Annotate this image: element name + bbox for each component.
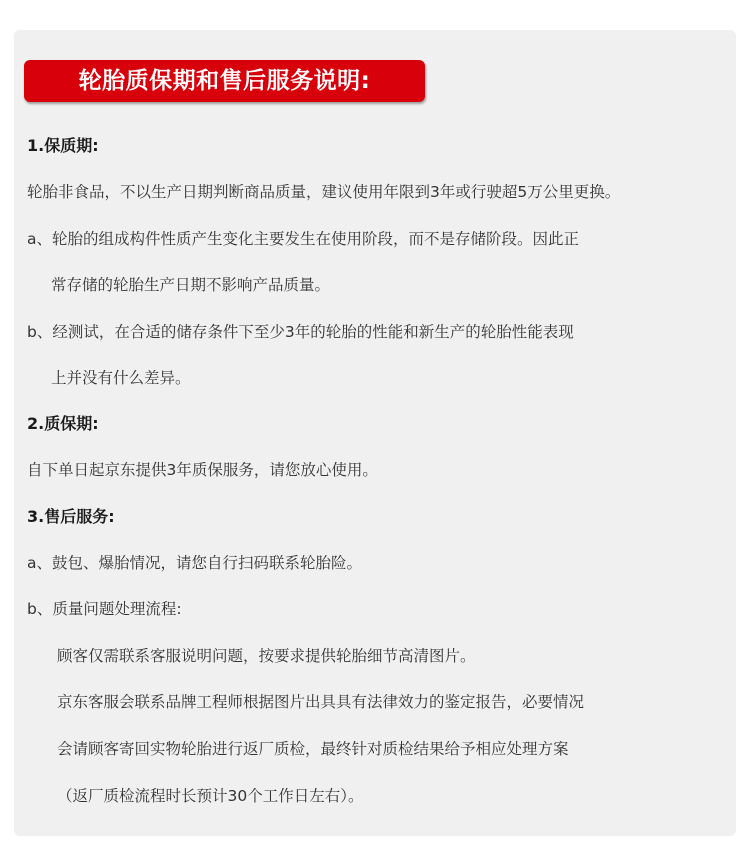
page-title: 轮胎质保期和售后服务说明:: [24, 60, 425, 102]
after-sales-point-b: b、质量问题处理流程:: [27, 600, 182, 618]
process-step-2-line1: 京东客服会联系品牌工程师根据图片出具具有法律效力的鉴定报告，必要情况: [57, 693, 585, 711]
content-panel: [14, 30, 736, 836]
process-step-1: 顾客仅需联系客服说明问题，按要求提供轮胎细节高清图片。: [57, 647, 476, 665]
shelf-life-point-b-line1: b、经测试，在合适的储存条件下至少3年的轮胎的性能和新生产的轮胎性能表现: [27, 323, 574, 341]
process-step-2-line2: 会请顾客寄回实物轮胎进行返厂质检，最终针对质检结果给予相应处理方案: [57, 740, 569, 758]
section-heading-after-sales: 3.售后服务:: [27, 507, 115, 526]
after-sales-point-a: a、鼓包、爆胎情况，请您自行扫码联系轮胎险。: [27, 554, 362, 572]
shelf-life-intro: 轮胎非食品，不以生产日期判断商品质量，建议使用年限到3年或行驶超5万公里更换。: [27, 183, 621, 201]
shelf-life-point-a-line1: a、轮胎的组成构件性质产生变化主要发生在使用阶段，而不是存储阶段。因此正: [27, 230, 580, 248]
section-heading-warranty: 2.质保期:: [27, 414, 99, 433]
section-heading-shelf-life: 1.保质期:: [27, 136, 99, 155]
shelf-life-point-a-line2: 常存储的轮胎生产日期不影响产品质量。: [51, 276, 331, 294]
process-step-2-line3: （返厂质检流程时长预计30个工作日左右）。: [57, 787, 364, 805]
warranty-text: 自下单日起京东提供3年质保服务，请您放心使用。: [27, 461, 378, 479]
shelf-life-point-b-line2: 上并没有什么差异。: [51, 369, 191, 387]
